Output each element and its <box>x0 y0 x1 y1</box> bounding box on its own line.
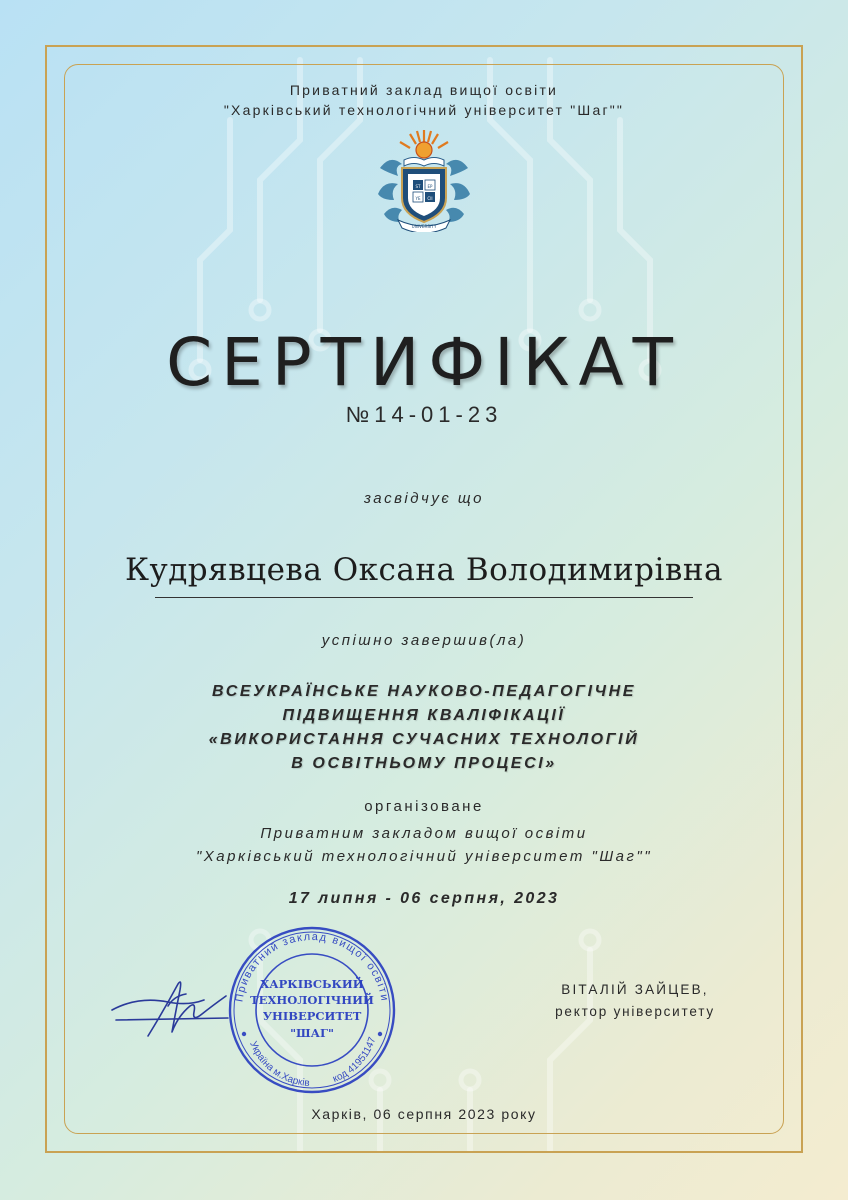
course-line-2: ПІДВИЩЕННЯ КВАЛІФІКАЦІЇ <box>282 707 566 724</box>
recipient-underline <box>155 597 693 598</box>
stamp-line-3: УНІВЕРСИТЕТ <box>262 1009 362 1023</box>
stamp-ring-bottom: Україна м.Харків <box>247 1039 311 1089</box>
organizer-line-2: "Харківський технологічний університет "Шаг"" <box>195 848 653 865</box>
organizer-name <box>0 822 848 868</box>
certificate-number: №14-01-23 <box>345 402 503 427</box>
organizer-line-1: Приватним закладом вищої освіти <box>260 825 588 842</box>
course-dates: 17 липня - 06 серпня, 2023 <box>288 890 560 907</box>
course-line-1: ВСЕУКРАЇНСЬКЕ НАУКОВО-ПЕДАГОГІЧНЕ <box>211 683 636 700</box>
crest-cell-3: YE <box>415 196 421 201</box>
institution-line-2: "Харківський технологічний університет "Шаг"" <box>223 102 625 118</box>
course-title <box>0 680 848 776</box>
rector-title: ректор університету <box>555 1004 715 1019</box>
recipient-name: Кудрявцева Оксана Володимирівна <box>124 552 724 588</box>
certifies-text: засвідчує що <box>363 490 485 507</box>
stamp-line-4: "ШАГ" <box>290 1026 334 1040</box>
stamp-line-1: ХАРКІВСЬКИЙ <box>260 977 364 991</box>
certificate-title: СЕРТИФІКАТ <box>166 324 682 401</box>
crest-cell-1: ST <box>415 184 421 189</box>
rector-name: ВІТАЛІЙ ЗАЙЦЕВ, <box>561 982 709 997</box>
institution-header <box>0 80 848 120</box>
crest-cell-4: CII <box>427 196 433 201</box>
crest-ribbon-text: UNIVERSITY <box>411 224 437 229</box>
institution-line-1: Приватний заклад вищої освіти <box>289 82 559 98</box>
university-crest-icon <box>374 128 474 232</box>
organized-text: організоване <box>364 798 484 815</box>
crest-cell-2: EP <box>427 184 433 189</box>
stamp-line-2: ТЕХНОЛОГІЧНИЙ <box>250 993 374 1007</box>
place-and-date: Харків, 06 серпня 2023 року <box>311 1106 537 1122</box>
stamp-ring-code: код 41951147 <box>331 1035 379 1085</box>
course-line-4: В ОСВІТНЬОМУ ПРОЦЕСІ» <box>291 755 557 772</box>
completed-text: успішно завершив(ла) <box>321 632 527 649</box>
university-stamp <box>220 924 404 1096</box>
stamp-ring-top: Приватний заклад вищої освіти <box>233 930 391 1003</box>
course-line-3: «ВИКОРИСТАННЯ СУЧАСНИХ ТЕХНОЛОГІЙ <box>208 731 640 748</box>
